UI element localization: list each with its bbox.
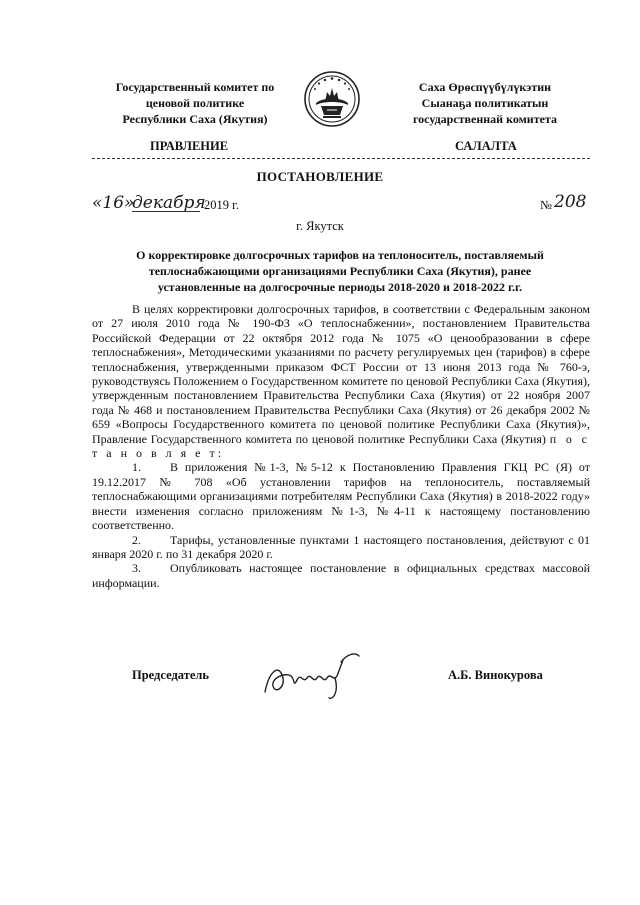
resolution-item <box>92 533 590 562</box>
subject-line: О корректировке долгосрочных тарифов на теплоноситель, поставляемый <box>136 248 544 262</box>
header-left-line: Государственный комитет по <box>115 80 275 94</box>
board-label-yakut: САЛАЛТА <box>455 139 517 153</box>
document-subject <box>110 247 570 295</box>
item-text: В приложения №1-3, №5-12 к Постановлению Правления ГКЦ РС (Я) от 19.12.2017 № 708 «Об установлении тарифов на теплоноситель, поставляемый теплоснабжающими организациями потребителям Республики Саха (Якутия) в 2018-2022 году» внести изменения согласно приложениям №1-3, №4-11 к настоящему постановлению соответственно. <box>92 460 590 533</box>
signatory-name: А.Б. Винокурова <box>448 668 543 682</box>
document-body <box>92 302 590 590</box>
item-number: 1. <box>132 460 141 475</box>
resolution-items <box>92 460 590 590</box>
header-left-line: Республики Саха (Якутия) <box>122 112 268 126</box>
header-left-org <box>100 79 290 127</box>
city: г. Якутск <box>296 219 344 233</box>
board-label-ru: ПРАВЛЕНИЕ <box>150 139 229 153</box>
resolution-item <box>92 460 590 532</box>
document-number: 208 <box>554 192 587 212</box>
header-divider <box>92 158 590 159</box>
header-right-org <box>385 79 585 127</box>
item-number: 3. <box>132 561 141 576</box>
signatory-role: Председатель <box>132 668 210 682</box>
resolution-item <box>92 561 590 590</box>
date-day: «16» <box>92 193 135 213</box>
subject-line: теплоснабжающими организациями Республики Саха (Якутия), ранее <box>148 264 532 278</box>
date-month: декабря <box>132 193 206 213</box>
number-sign: № <box>540 198 552 212</box>
item-text: Тарифы, установленные пунктами 1 настоящего постановления, действуют с 01 января 2020 г. по 31 декабря 2020 г. <box>92 532 590 561</box>
header-right-line: Саха Өрөспүүбүлүкэтин <box>418 80 552 94</box>
subject-line: установленные на долгосрочные периоды 2018-2020 и 2018-2022 г.г. <box>157 280 523 294</box>
coat-of-arms-icon <box>303 70 361 128</box>
handwritten-signature-icon <box>257 648 367 703</box>
date-number-row <box>92 192 590 218</box>
header-right-line: государственнай комитета <box>413 112 557 126</box>
preamble-paragraph <box>92 302 590 460</box>
item-number: 2. <box>132 532 141 547</box>
document-title: ПОСТАНОВЛЕНИЕ <box>256 169 384 184</box>
preamble-text: В целях корректировки долгосрочных тарифов, в соответствии с Федеральным законом от 27 июля 2010 года № 190-ФЗ «О теплоснабжении», постановлением Правительства Российской Федерации от 22 октября 2012 года № 1075 «О ценообразовании в сфере теплоснабжения», Методическими указаниями по расчету регулируемых цен (тарифов) в сфере теплоснабжения, утвержденными приказом ФСТ России от 13 июня 2013 года № 760-э, руководствуясь Положением о Государственном комитете по ценовой Республики Саха (Якутия), утвержденным постановлением Правительства Республики Саха (Якутия) от 22 ноября 2007 года № 468 и постановлением Правительства Республики Саха (Якутия) от 26 декабря 2002 № 659 «Вопросы Государственного комитета по ценовой политике Республики Саха (Якутия)», Правление Государственного комитета по ценовой политике Республики Саха (Якутия) <box>92 302 590 446</box>
header-right-line: Сыанаҕа политикатын <box>421 96 549 110</box>
header-left-line: ценовой политике <box>145 96 245 110</box>
date-year: 2019 г. <box>204 198 239 212</box>
signature-block <box>92 660 590 720</box>
item-text: Опубликовать настоящее постановление в официальных средствах массовой информации. <box>92 561 590 590</box>
resolves-text: п о с т а н о в л я е т: <box>92 431 591 461</box>
date-underline <box>132 211 200 212</box>
